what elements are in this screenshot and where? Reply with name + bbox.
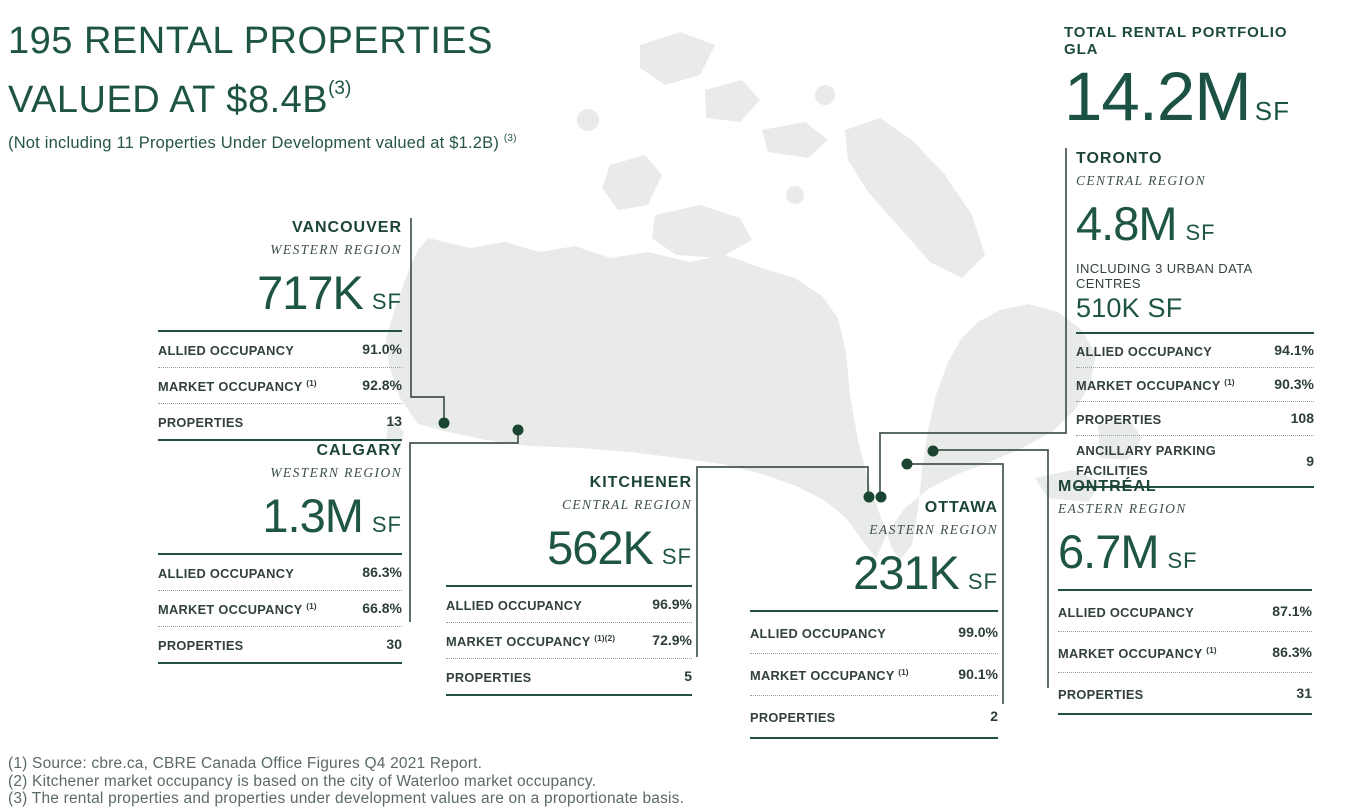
city-name: MONTRÉAL: [1058, 478, 1157, 495]
map-island-banks: [602, 155, 662, 210]
subtitle-footnote-marker: (3): [503, 133, 517, 144]
page-title-line2: VALUED AT $\$8.4B^{(3)}$: [8, 78, 352, 121]
stat-value: 90.1%: [958, 666, 998, 682]
city-block-kitchener: [446, 474, 692, 696]
city-region: CENTRAL REGION: [1076, 173, 1206, 188]
stat-value: 72.9%: [652, 632, 692, 648]
stat-row: ANCILLARY PARKING FACILITIES 9: [1076, 435, 1314, 486]
stat-row: ALLIED OCCUPANCY 94.1%: [1076, 342, 1314, 359]
title-footnote-marker: (3): [328, 78, 352, 99]
city-gla-value: 562K: [547, 521, 653, 574]
city-gla-row: [750, 547, 998, 599]
city-stat-table: [1058, 589, 1312, 715]
total-gla-unit: SF: [1254, 96, 1291, 126]
city-name: KITCHENER: [589, 474, 692, 491]
stat-row: ALLIED OCCUPANCY 87.1%: [1058, 603, 1312, 620]
city-block-calgary: [158, 442, 402, 664]
stat-value: 86.3%: [1272, 644, 1312, 660]
stat-row: MARKET OCCUPANCY $^{(1)}$ 86.3%: [1058, 631, 1312, 672]
montreal-map-dot: [928, 446, 939, 457]
footnote-2: (2) Kitchener market occupancy is based on the city of Waterloo market occupancy.: [8, 772, 597, 790]
stat-row: ALLIED OCCUPANCY 99.0%: [750, 624, 998, 641]
page-subtitle: (Not including 11 Properties Under Development valued at $1.2B) $^{(3)}$: [8, 133, 517, 152]
stat-row: MARKET OCCUPANCY $^{(1)}$ 90.1%: [750, 653, 998, 695]
stat-row: ALLIED OCCUPANCY 91.0%: [158, 341, 402, 358]
stat-value: 108: [1290, 410, 1314, 426]
stat-value: 13: [386, 413, 402, 429]
toronto-data-centres-label: INCLUDING 3 URBAN DATA CENTRES: [1076, 261, 1252, 291]
city-gla-value: 4.8M: [1076, 197, 1177, 250]
city-gla-row: [158, 490, 402, 542]
city-gla-value: 6.7M: [1058, 525, 1159, 578]
stat-value: 30: [386, 636, 402, 652]
city-gla-value: 1.3M: [262, 489, 363, 542]
city-name: OTTAWA: [924, 499, 998, 516]
stat-row: PROPERTIES 31: [1058, 672, 1312, 713]
city-name: TORONTO: [1076, 150, 1163, 167]
stat-value: 87.1%: [1272, 603, 1312, 619]
stat-row: ALLIED OCCUPANCY 86.3%: [158, 564, 402, 581]
stat-value: 91.0%: [362, 341, 402, 357]
stat-row: PROPERTIES 5: [446, 658, 692, 694]
city-gla-unit: SF: [1185, 220, 1216, 245]
city-gla-value: 717K: [257, 266, 363, 319]
city-gla-row: [158, 267, 402, 319]
map-island-devon: [762, 122, 828, 158]
city-region: EASTERN REGION: [869, 522, 998, 537]
city-stat-table: [158, 330, 402, 441]
map-island-small-3: [815, 85, 835, 105]
city-block-toronto: [1076, 150, 1314, 488]
map-island-small-2: [786, 186, 804, 204]
map-island-baffin: [845, 118, 985, 278]
stat-value: 90.3%: [1274, 376, 1314, 392]
total-gla-value: 14.2M: [1064, 58, 1251, 135]
stat-value: 96.9%: [652, 596, 692, 612]
city-region: EASTERN REGION: [1058, 501, 1187, 516]
city-block-ottawa: [750, 499, 998, 739]
stat-row: MARKET OCCUPANCY $^{(1)}$ 90.3%: [1076, 367, 1314, 401]
city-gla-row: [1058, 526, 1312, 578]
map-island-ellesmere: [640, 32, 715, 85]
stat-value: 66.8%: [362, 600, 402, 616]
stat-value: 86.3%: [362, 564, 402, 580]
stat-row: MARKET OCCUPANCY $^{(1)(2)}$ 72.9%: [446, 622, 692, 658]
city-region: WESTERN REGION: [270, 242, 402, 257]
city-gla-value: 231K: [853, 546, 959, 599]
stat-row: PROPERTIES 30: [158, 626, 402, 662]
city-gla-row: [1076, 198, 1314, 250]
city-gla-row: [446, 522, 692, 574]
city-stat-table: [158, 553, 402, 664]
stat-row: PROPERTIES 108: [1076, 401, 1314, 435]
headline-block: [8, 18, 628, 153]
total-gla-label: TOTAL RENTAL PORTFOLIO GLA: [1064, 24, 1288, 58]
city-gla-unit: SF: [967, 569, 998, 594]
stat-row: MARKET OCCUPANCY $^{(1)}$ 66.8%: [158, 590, 402, 626]
stat-value: 94.1%: [1274, 342, 1314, 358]
ottawa-map-dot: [902, 459, 913, 470]
footnote-1: (1) Source: cbre.ca, CBRE Canada Office Figures Q4 2021 Report.: [8, 755, 483, 772]
city-stat-table: [750, 610, 998, 739]
stat-row: PROPERTIES 13: [158, 403, 402, 439]
map-island-axel: [705, 80, 760, 122]
stat-row: MARKET OCCUPANCY $^{(1)}$ 92.8%: [158, 367, 402, 403]
calgary-map-dot: [513, 425, 524, 436]
city-block-montreal: [1058, 478, 1312, 715]
city-name: CALGARY: [316, 442, 402, 459]
stat-value: 31: [1296, 685, 1312, 701]
stat-value: 5: [684, 668, 692, 684]
vancouver-map-dot: [439, 418, 450, 429]
city-gla-unit: SF: [661, 544, 692, 569]
stat-value: 9: [1306, 452, 1314, 469]
stat-value: 92.8%: [362, 377, 402, 393]
page-title-line1: 195 RENTAL PROPERTIES: [8, 20, 493, 62]
city-name: VANCOUVER: [291, 219, 402, 236]
city-block-vancouver: [158, 219, 402, 441]
city-gla-unit: SF: [371, 289, 402, 314]
stat-row: PROPERTIES 2: [750, 695, 998, 737]
city-region: CENTRAL REGION: [562, 497, 692, 512]
city-stat-table: [446, 585, 692, 696]
footnote-3: (3) The rental properties and properties under development values are on a proportionate basis.: [8, 790, 685, 807]
city-gla-unit: SF: [1167, 548, 1198, 573]
stat-row: ALLIED OCCUPANCY 96.9%: [446, 596, 692, 613]
total-gla-block: [1064, 24, 1314, 134]
stat-value: 2: [990, 708, 998, 724]
city-stat-table: [1076, 332, 1314, 488]
city-region: WESTERN REGION: [270, 465, 402, 480]
stat-value: 99.0%: [958, 624, 998, 640]
toronto-data-centres-value: 510K SF: [1076, 293, 1183, 323]
footnotes-block: [8, 755, 908, 808]
total-gla-value-row: [1064, 60, 1314, 134]
city-gla-unit: SF: [371, 512, 402, 537]
map-island-victoria: [652, 205, 752, 258]
